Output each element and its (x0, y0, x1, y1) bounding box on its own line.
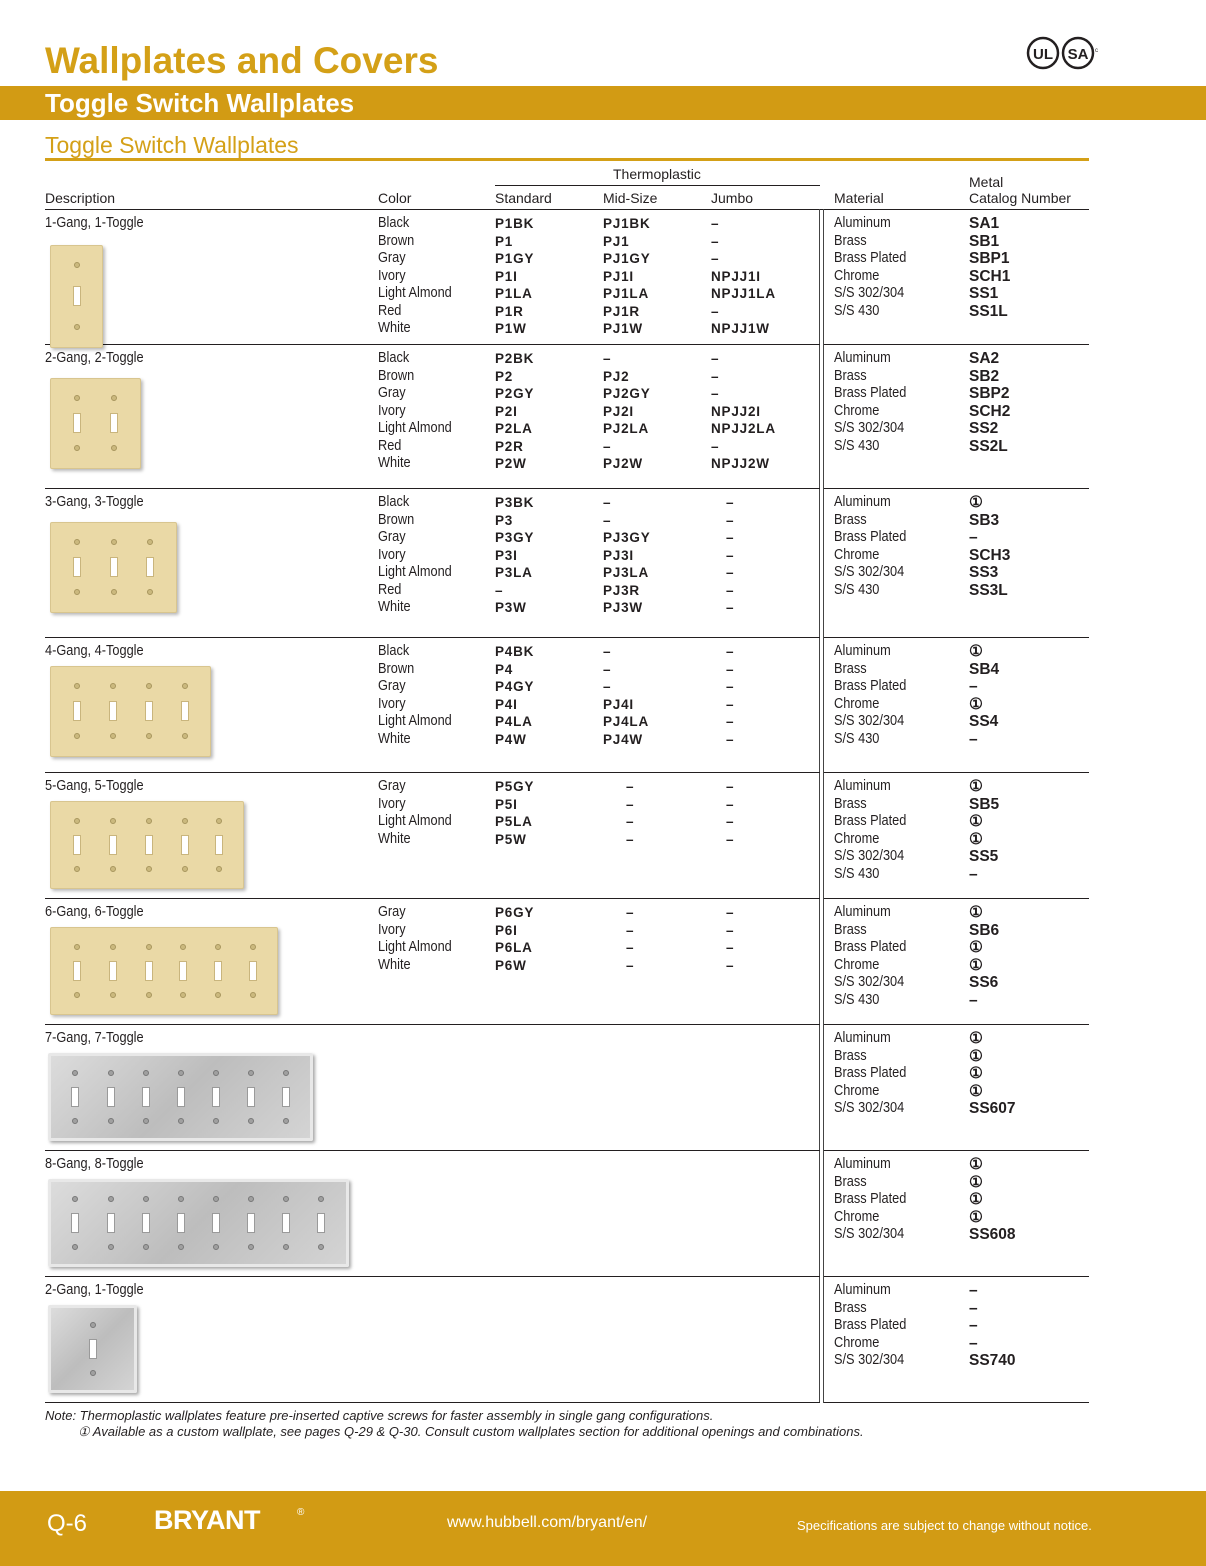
screw-icon (283, 1244, 289, 1250)
section-description: 3-Gang, 3-Toggle (45, 494, 144, 510)
jumbo-list: – – – – (726, 905, 735, 973)
toggle-opening-icon (142, 1213, 150, 1233)
footnote: Note: Thermoplastic wallplates feature pre-inserted captive screws for faster assembly in single gang configurations. (45, 1408, 714, 1423)
ul-mark: UL (1033, 46, 1053, 63)
screw-icon (74, 818, 80, 824)
toggle-opening-icon (181, 701, 189, 721)
section-rule (45, 1150, 820, 1151)
header-material: Material (834, 190, 884, 206)
wallplate-image (50, 378, 141, 469)
material-list: Aluminum Brass Brass Plated Chrome S/S 302/304 S/S 430 (834, 350, 907, 454)
footer-disclaimer: Specifications are subject to change without notice. (797, 1518, 1092, 1533)
screw-icon (74, 445, 80, 451)
header-thermoplastic: Thermoplastic (613, 166, 701, 182)
section-rule (45, 344, 820, 345)
header-color: Color (378, 190, 412, 206)
section-rule (824, 637, 1089, 638)
screw-icon (110, 866, 116, 872)
gold-rule (45, 158, 1089, 161)
page-number: Q-6 (47, 1510, 88, 1537)
header-rule (45, 209, 1089, 210)
toggle-opening-icon (247, 1087, 255, 1107)
toggle-opening-icon (107, 1087, 115, 1107)
screw-icon (110, 944, 116, 950)
screw-icon (146, 683, 152, 689)
wallplate-image (50, 801, 244, 889)
screw-icon (283, 1070, 289, 1076)
screw-icon (74, 992, 80, 998)
toggle-opening-icon (145, 961, 153, 981)
section-rule (45, 488, 820, 489)
ul-csa-icon (1026, 36, 1098, 70)
mid-size-list: – – PJ3GY PJ3I PJ3LA PJ3R PJ3W (603, 495, 651, 615)
toggle-opening-icon (107, 1213, 115, 1233)
header-mid-size: Mid-Size (603, 190, 658, 206)
screw-icon (213, 1196, 219, 1202)
toggle-opening-icon (181, 835, 189, 855)
screw-icon (74, 539, 80, 545)
screw-icon (74, 866, 80, 872)
screw-icon (178, 1196, 184, 1202)
screw-icon (147, 589, 153, 595)
screw-icon (180, 992, 186, 998)
screw-icon (178, 1118, 184, 1124)
toggle-opening-icon (282, 1087, 290, 1107)
mid-size-list: – – – – (626, 905, 635, 973)
jumbo-list: – – – – – – – (726, 495, 735, 615)
section-rule (45, 637, 820, 638)
screw-icon (143, 1196, 149, 1202)
toggle-opening-icon (145, 701, 153, 721)
toggle-opening-icon (73, 835, 81, 855)
toggle-opening-icon (282, 1213, 290, 1233)
screw-icon (213, 1244, 219, 1250)
toggle-opening-icon (110, 413, 118, 433)
toggle-opening-icon (73, 557, 81, 577)
header-jumbo: Jumbo (711, 190, 754, 206)
screw-icon (248, 1118, 254, 1124)
toggle-opening-icon (179, 961, 187, 981)
thermoplastic-metal-divider (819, 209, 824, 1403)
material-list: Aluminum Brass Brass Plated Chrome S/S 302/304 S/S 430 (834, 643, 907, 747)
toggle-opening-icon (109, 961, 117, 981)
screw-icon (178, 1070, 184, 1076)
screw-icon (74, 944, 80, 950)
screw-icon (248, 1196, 254, 1202)
certification-logos (1026, 36, 1098, 70)
section-rule (824, 1150, 1089, 1151)
toggle-opening-icon (109, 835, 117, 855)
color-list: Gray Ivory Light Almond White (378, 904, 452, 973)
mid-size-list: – – – – (626, 779, 635, 847)
wallplate-image (50, 245, 103, 348)
screw-icon (90, 1370, 96, 1376)
material-list: Aluminum Brass Brass Plated Chrome S/S 302/304 (834, 1282, 907, 1368)
material-list: Aluminum Brass Brass Plated Chrome S/S 302/304 S/S 430 (834, 215, 907, 319)
custom-wallplate-footnote: ① Available as a custom wallplate, see pages Q-29 & Q-30. Consult custom wallplates section for additional openings and combinations. (78, 1424, 864, 1439)
toggle-opening-icon (215, 835, 223, 855)
jumbo-list: – – – – (726, 779, 735, 847)
standard-list: P2BK P2 P2GY P2I P2LA P2R P2W (495, 351, 535, 471)
screw-icon (143, 1070, 149, 1076)
standard-list: P5GY P5I P5LA P5W (495, 779, 535, 847)
registered-mark: ® (297, 1507, 305, 1518)
toggle-opening-icon (212, 1087, 220, 1107)
mid-size-list: PJ1BK PJ1 PJ1GY PJ1I PJ1LA PJ1R PJ1W (603, 216, 651, 336)
section-rule (45, 1024, 820, 1025)
section-subtitle: Toggle Switch Wallplates (45, 132, 299, 158)
material-list: Aluminum Brass Brass Plated Chrome S/S 302/304 S/S 430 (834, 494, 907, 598)
toggle-opening-icon (249, 961, 257, 981)
screw-icon (216, 818, 222, 824)
section-description: 1-Gang, 1-Toggle (45, 215, 144, 231)
wallplate-image (50, 666, 211, 757)
screw-icon (248, 1244, 254, 1250)
catalog-list: ① SB4 – ① SS4 – (969, 643, 1000, 748)
jumbo-list: – – – – – – (726, 644, 735, 747)
wallplate-image (50, 927, 278, 1015)
toggle-opening-icon (212, 1213, 220, 1233)
standard-list: P4BK P4 P4GY P4I P4LA P4W (495, 644, 535, 747)
standard-list: P1BK P1 P1GY P1I P1LA P1R P1W (495, 216, 535, 336)
section-rule (45, 772, 820, 773)
jumbo-list: – – – NPJJ1I NPJJ1LA – NPJJ1W (711, 216, 776, 336)
screw-icon (74, 683, 80, 689)
screw-icon (111, 589, 117, 595)
toggle-opening-icon (177, 1087, 185, 1107)
section-rule (824, 1276, 1089, 1277)
screw-icon (74, 262, 80, 268)
toggle-opening-icon (142, 1087, 150, 1107)
screw-icon (283, 1196, 289, 1202)
catalog-list: ① SB5 ① ① SS5 – (969, 778, 1000, 883)
screw-icon (213, 1070, 219, 1076)
screw-icon (318, 1196, 324, 1202)
screw-icon (146, 818, 152, 824)
page-title: Wallplates and Covers (45, 40, 439, 81)
toggle-opening-icon (177, 1213, 185, 1233)
screw-icon (146, 944, 152, 950)
screw-icon (182, 733, 188, 739)
material-list: Aluminum Brass Brass Plated Chrome S/S 302/304 S/S 430 (834, 904, 907, 1008)
screw-icon (108, 1196, 114, 1202)
screw-icon (72, 1118, 78, 1124)
screw-icon (74, 589, 80, 595)
color-list: Black Brown Gray Ivory Light Almond Red White (378, 215, 452, 336)
csa-mark: SA (1067, 46, 1089, 63)
section-description: 8-Gang, 8-Toggle (45, 1156, 144, 1172)
screw-icon (110, 683, 116, 689)
screw-icon (108, 1118, 114, 1124)
toggle-opening-icon (73, 413, 81, 433)
screw-icon (146, 866, 152, 872)
wallplate-image (48, 1053, 313, 1141)
toggle-opening-icon (317, 1213, 325, 1233)
screw-icon (180, 944, 186, 950)
toggle-opening-icon (110, 557, 118, 577)
screw-icon (108, 1070, 114, 1076)
toggle-opening-icon (145, 835, 153, 855)
section-description: 7-Gang, 7-Toggle (45, 1030, 144, 1046)
screw-icon (215, 944, 221, 950)
standard-list: P3BK P3 P3GY P3I P3LA – P3W (495, 495, 535, 615)
screw-icon (110, 818, 116, 824)
screw-icon (111, 395, 117, 401)
color-list: Black Brown Gray Ivory Light Almond Red White (378, 494, 452, 615)
screw-icon (72, 1244, 78, 1250)
screw-icon (110, 992, 116, 998)
catalog-list: SA1 SB1 SBP1 SCH1 SS1 SS1L (969, 215, 1011, 320)
toggle-opening-icon (73, 286, 81, 306)
header-catalog-number: Catalog Number (969, 190, 1071, 206)
catalog-list: – – – – SS740 (969, 1282, 1016, 1369)
toggle-opening-icon (89, 1339, 97, 1359)
section-description: 5-Gang, 5-Toggle (45, 778, 144, 794)
screw-icon (143, 1118, 149, 1124)
toggle-opening-icon (109, 701, 117, 721)
section-description: 4-Gang, 4-Toggle (45, 643, 144, 659)
jumbo-list: – – – NPJJ2I NPJJ2LA – NPJJ2W (711, 351, 776, 471)
screw-icon (213, 1118, 219, 1124)
screw-icon (72, 1196, 78, 1202)
standard-list: P6GY P6I P6LA P6W (495, 905, 535, 973)
section-description: 2-Gang, 1-Toggle (45, 1282, 144, 1298)
color-list: Gray Ivory Light Almond White (378, 778, 452, 847)
catalog-list: ① SB6 ① ① SS6 – (969, 904, 1000, 1009)
screw-icon (146, 992, 152, 998)
band-title: Toggle Switch Wallplates (45, 88, 355, 118)
screw-icon (72, 1070, 78, 1076)
table-bottom-rule (824, 1402, 1089, 1403)
footer-url[interactable]: www.hubbell.com/bryant/en/ (447, 1514, 648, 1531)
material-list: Aluminum Brass Brass Plated Chrome S/S 302/304 (834, 1156, 907, 1242)
catalog-list: ① SB3 – SCH3 SS3 SS3L (969, 494, 1011, 599)
toggle-opening-icon (73, 961, 81, 981)
header-description: Description (45, 190, 116, 206)
screw-icon (182, 683, 188, 689)
screw-icon (215, 992, 221, 998)
screw-icon (147, 539, 153, 545)
screw-icon (111, 445, 117, 451)
screw-icon (74, 324, 80, 330)
toggle-opening-icon (214, 961, 222, 981)
section-rule (45, 898, 820, 899)
catalog-list: ① ① ① ① SS607 (969, 1030, 1016, 1117)
bryant-logo: BRYANT (154, 1505, 261, 1535)
thermoplastic-rule (495, 185, 820, 186)
screw-icon (318, 1244, 324, 1250)
section-rule (824, 344, 1089, 345)
catalog-list: ① ① ① ① SS608 (969, 1156, 1016, 1243)
color-list: Black Brown Gray Ivory Light Almond Red White (378, 350, 452, 471)
section-description: 2-Gang, 2-Toggle (45, 350, 144, 366)
screw-icon (108, 1244, 114, 1250)
toggle-opening-icon (71, 1087, 79, 1107)
section-rule (824, 772, 1089, 773)
screw-icon (111, 539, 117, 545)
wallplate-image (50, 522, 177, 613)
screw-icon (178, 1244, 184, 1250)
material-list: Aluminum Brass Brass Plated Chrome S/S 302/304 (834, 1030, 907, 1116)
screw-icon (182, 866, 188, 872)
toggle-opening-icon (146, 557, 154, 577)
screw-icon (182, 818, 188, 824)
mid-size-list: – PJ2 PJ2GY PJ2I PJ2LA – PJ2W (603, 351, 651, 471)
wallplate-image (48, 1305, 137, 1393)
material-list: Aluminum Brass Brass Plated Chrome S/S 302/304 S/S 430 (834, 778, 907, 882)
section-description: 6-Gang, 6-Toggle (45, 904, 144, 920)
header-standard: Standard (495, 190, 552, 206)
color-list: Black Brown Gray Ivory Light Almond White (378, 643, 452, 747)
screw-icon (283, 1118, 289, 1124)
screw-icon (90, 1322, 96, 1328)
toggle-opening-icon (73, 701, 81, 721)
screw-icon (110, 733, 116, 739)
screw-icon (250, 992, 256, 998)
section-rule (824, 1024, 1089, 1025)
screw-icon (216, 866, 222, 872)
screw-icon (146, 733, 152, 739)
screw-icon (143, 1244, 149, 1250)
csa-c-mark: c (1095, 48, 1098, 54)
catalog-list: SA2 SB2 SBP2 SCH2 SS2 SS2L (969, 350, 1011, 455)
screw-icon (250, 944, 256, 950)
section-rule (45, 1276, 820, 1277)
section-rule (824, 488, 1089, 489)
screw-icon (74, 395, 80, 401)
toggle-opening-icon (71, 1213, 79, 1233)
screw-icon (74, 733, 80, 739)
toggle-opening-icon (247, 1213, 255, 1233)
header-metal: Metal (969, 174, 1004, 190)
section-rule (824, 898, 1089, 899)
mid-size-list: – – – PJ4I PJ4LA PJ4W (603, 644, 650, 747)
screw-icon (248, 1070, 254, 1076)
wallplate-image (48, 1179, 349, 1267)
table-bottom-rule (45, 1402, 820, 1403)
